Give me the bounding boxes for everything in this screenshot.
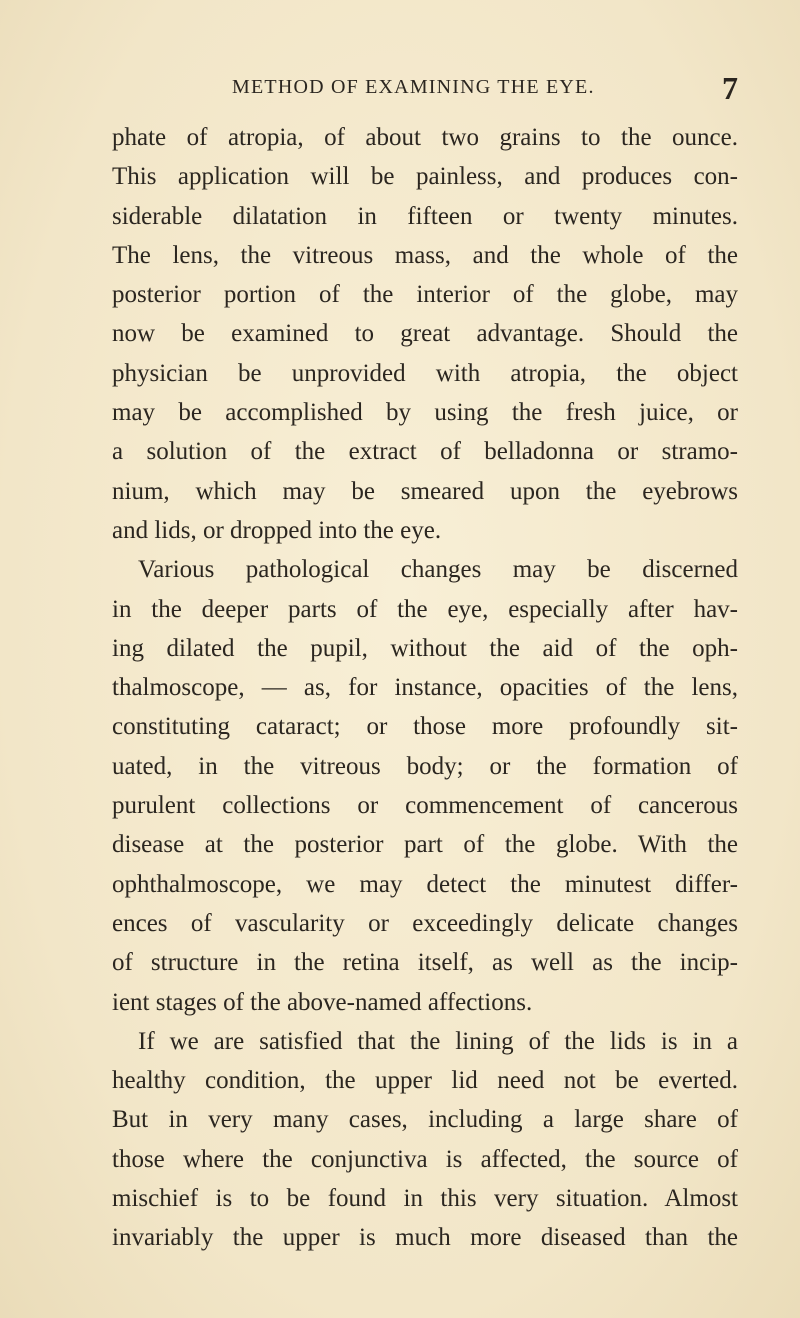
text-line: The lens, the vitreous mass, and the whole of the [112, 241, 738, 269]
running-head [112, 70, 738, 106]
text-line: disease at the posterior part of the globe. With the [112, 831, 738, 859]
paragraph-start-line: If we are satisfied that the lining of the lids is in a [138, 1027, 738, 1055]
text-line: healthy condition, the upper lid need not be everted. [112, 1067, 738, 1095]
text-line: invariably the upper is much more diseased than the [112, 1224, 738, 1252]
text-line: may be accomplished by using the fresh juice, or [112, 399, 738, 427]
page-number: 7 [722, 70, 738, 106]
text-line: mischief is to be found in this very situation. Almost [112, 1185, 738, 1213]
text-line: uated, in the vitreous body; or the formation of [112, 752, 738, 780]
text-line: constituting cataract; or those more profoundly sit- [112, 713, 738, 741]
text-line: thalmoscope, — as, for instance, opacities of the lens, [112, 674, 738, 702]
text-line: ing dilated the pupil, without the aid of the oph- [112, 634, 738, 662]
text-line: This application will be painless, and produces con- [112, 163, 738, 191]
text-line: a solution of the extract of belladonna or stramo- [112, 438, 738, 466]
text-line: in the deeper parts of the eye, especially after hav- [112, 595, 738, 623]
body-text [112, 118, 738, 1258]
text-line: purulent collections or commencement of cancerous [112, 792, 738, 820]
text-line: nium, which may be smeared upon the eyebrows [112, 477, 738, 505]
text-line: siderable dilatation in fifteen or twenty minutes. [112, 202, 738, 230]
text-line: now be examined to great advantage. Should the [112, 320, 738, 348]
text-line: physician be unprovided with atropia, the object [112, 359, 738, 387]
text-line: ophthalmoscope, we may detect the minutest differ- [112, 870, 738, 898]
paragraph-start-line: Various pathological changes may be discerned [138, 556, 738, 584]
text-line: those where the conjunctiva is affected, the source of [112, 1145, 738, 1173]
text-line: ient stages of the above-named affections. [112, 988, 533, 1016]
text-line: of structure in the retina itself, as well as the incip- [112, 949, 738, 977]
running-title: METHOD OF EXAMINING THE EYE. [232, 76, 595, 98]
text-line: But in very many cases, including a large share of [112, 1106, 738, 1134]
text-line: phate of atropia, of about two grains to the ounce. [112, 124, 738, 151]
text-line: and lids, or dropped into the eye. [112, 516, 442, 544]
text-line: posterior portion of the interior of the globe, may [112, 281, 738, 309]
text-line: ences of vascularity or exceedingly delicate changes [112, 909, 738, 937]
